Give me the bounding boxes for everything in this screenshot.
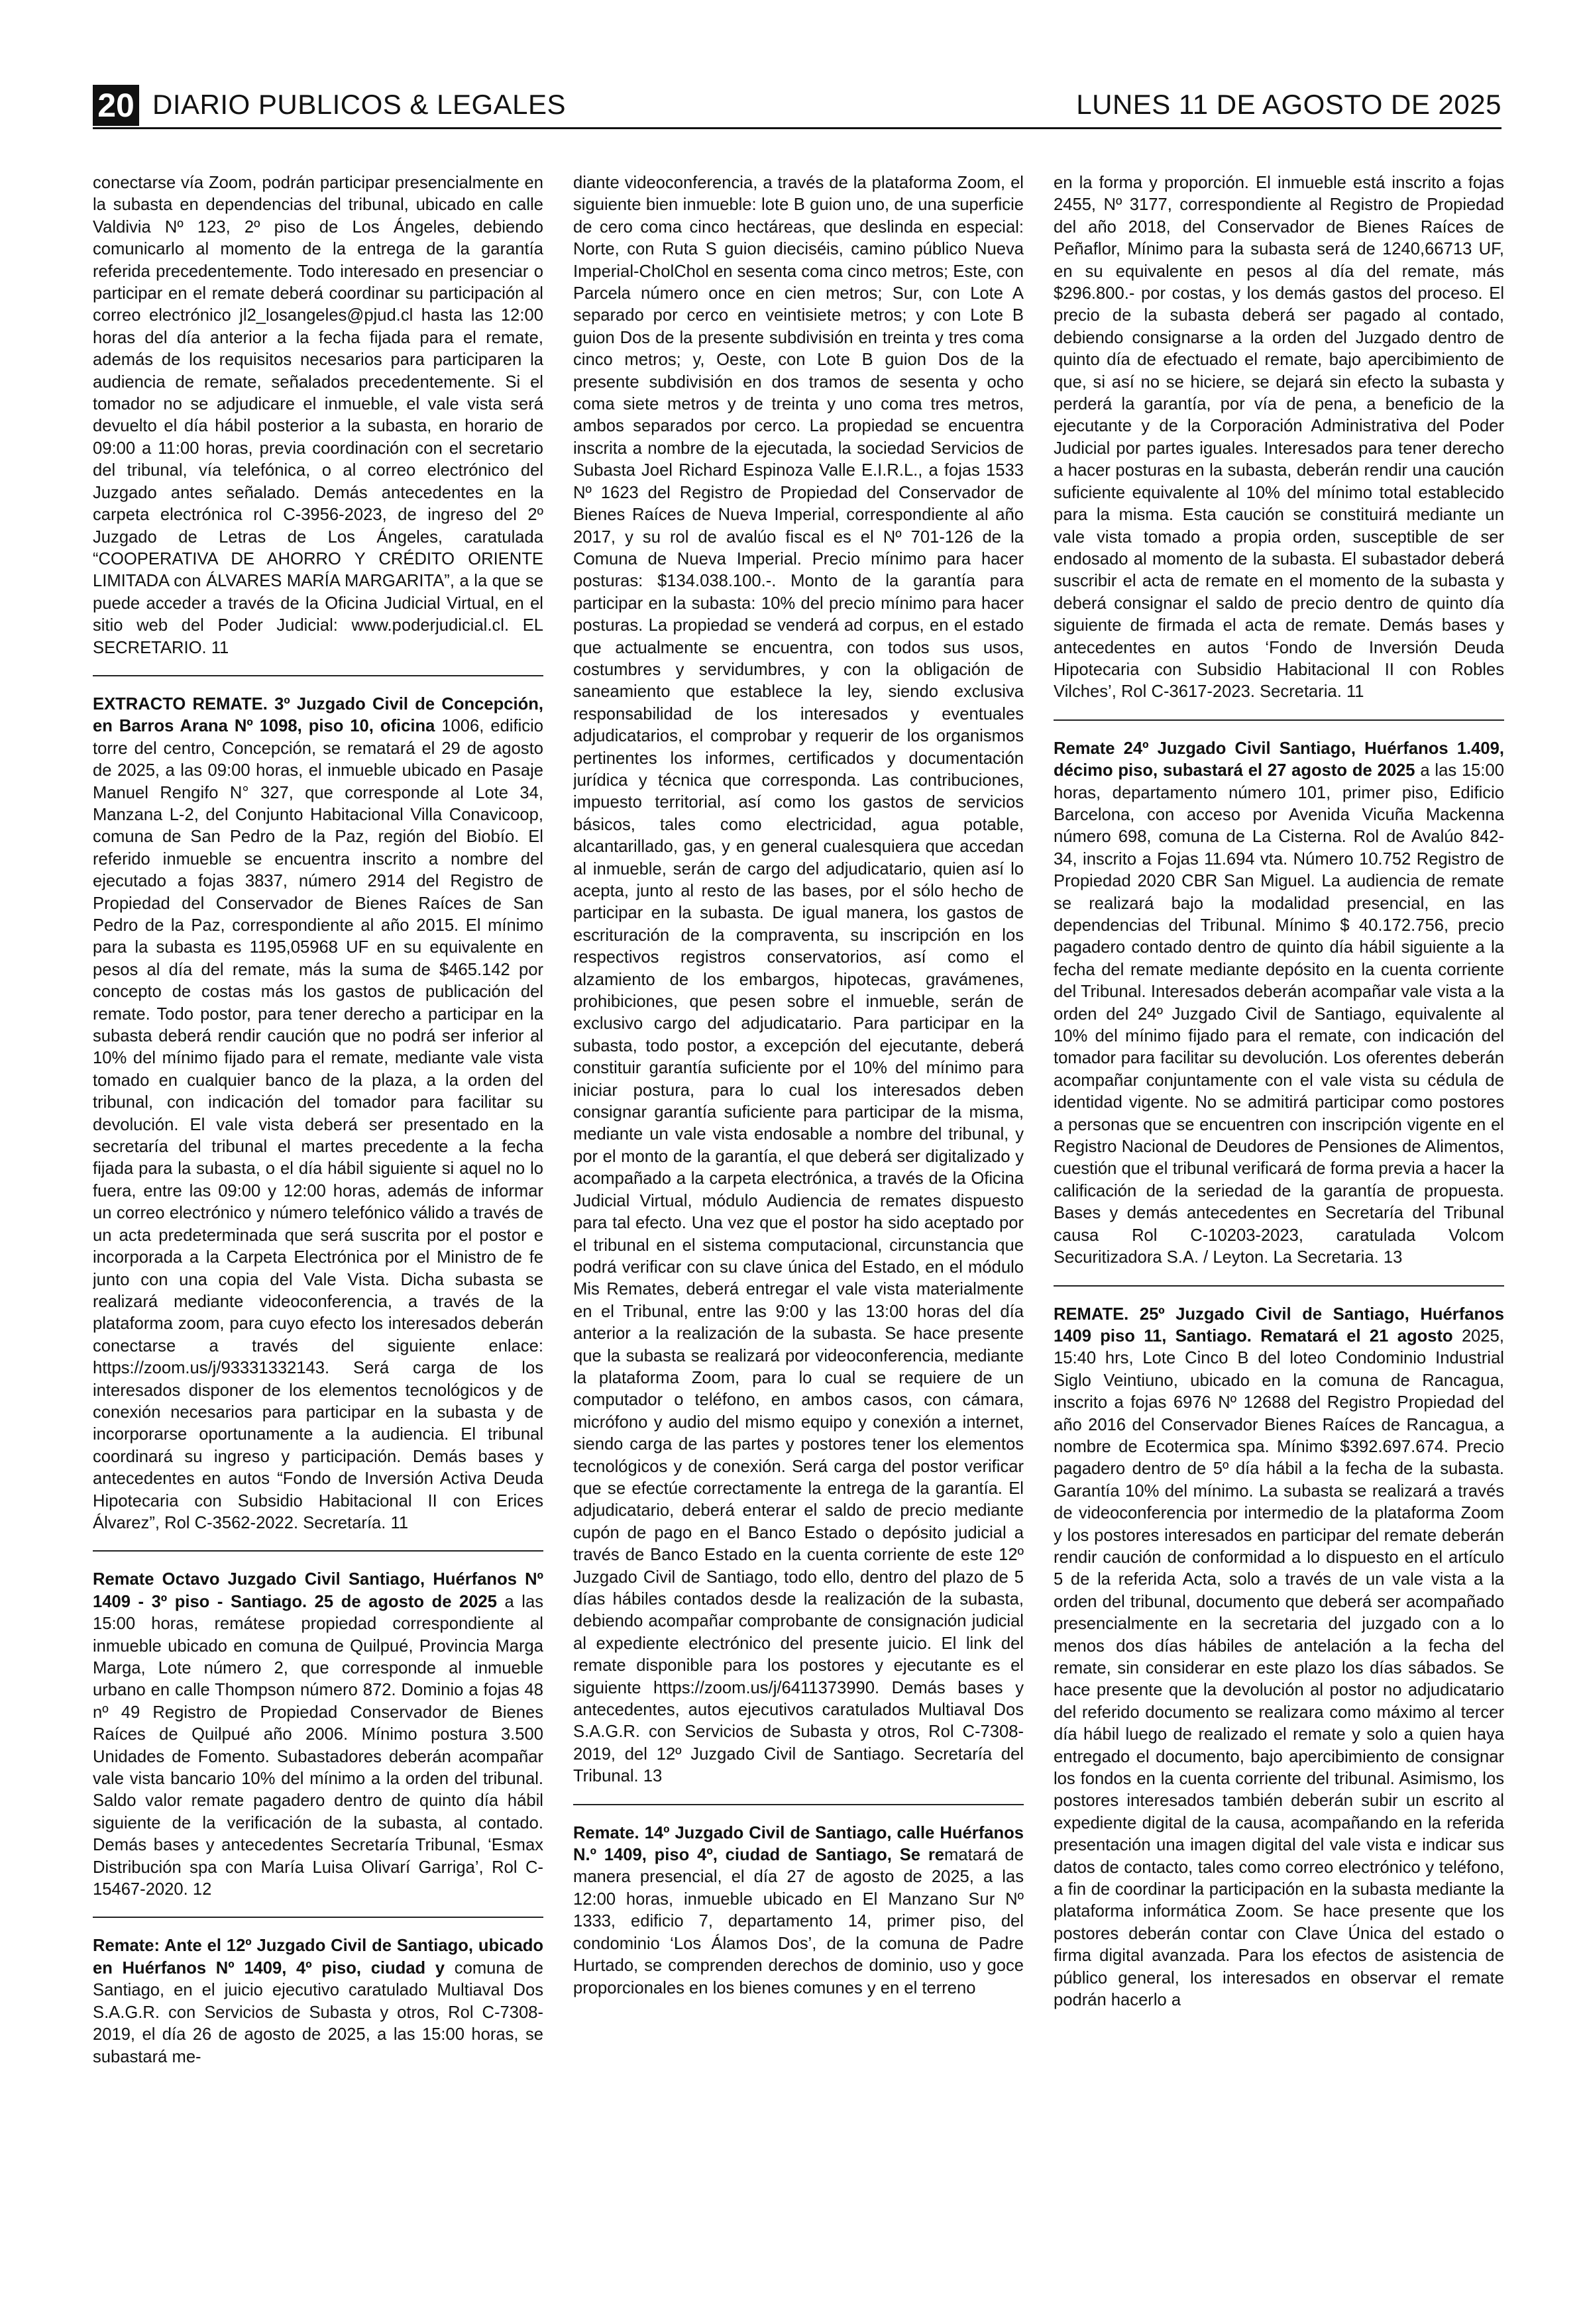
notice-lead: Remate: Ante el 12º Juzgado Civil de Santiago, ubicado en Huérfanos Nº 1409, 4º piso, ciudad y bbox=[93, 1936, 543, 1978]
notice-text bbox=[1054, 1304, 1504, 2012]
notice-remate bbox=[93, 694, 543, 1552]
notice-remate bbox=[573, 1822, 1024, 2015]
notice-remate bbox=[1054, 1304, 1504, 2028]
masthead bbox=[93, 85, 1501, 129]
notice-body: diante videoconferencia, a través de la plataforma Zoom, el siguiente bien inmueble: lote B guion uno, de una superficie de cero coma cinco hectáreas, que deslinda en especial: Norte, con Ruta S guion dieciséis, camino público Nueva Imperial-CholChol en sesenta coma cinco metros; Este, con Parcela número once en cien metros; Sur, con Lote A separado por cerco en veintisiete metros; y con Lote B guion Dos de la presente subdivisión en treinta y tres coma cinco metros; y, Oeste, con Lote B guion Dos de la presente subdivisión en dos tramos de sesenta y ocho coma siete metros y de treinta y uno coma tres metros, ambos separados por cerco. La propiedad se encuentra inscrita a nombre de la ejecutada, la sociedad Servicios de Subasta Joel Richard Espinoza Valle E.I.R.L., a fojas 1533 Nº 1623 del Registro de Propiedad del Conservador de Bienes Raíces de Nueva Imperial, correspondiente al año 2017, y su rol de avalúo fiscal es el Nº 701-126 de la Comuna de Nueva Imperial. Precio mínimo para hacer posturas: $134.038.100.-. Monto de la garantía para participar en la subasta: 10% del precio mínimo para hacer posturas. La propiedad se venderá ad corpus, en el estado que actualmente se encuentra, con todos sus usos, costumbres y servidumbres, y con la obligación de saneamiento que establece la ley, siendo exclusiva responsabilidad de los interesados y eventuales adjudicatarios, el comprobar y requerir de los organismos pertinentes los informes, certificados y documentación jurídica y técnica que corresponda. Las contribuciones, impuesto territorial, así como los gastos de servicios básicos, tales como electricidad, agua potable, alcantarillado, gas, y en general cualesquiera que accedan al inmueble, serán de cargo del adjudicatario, quien así lo acepta, junto al resto de las bases, por el sólo hecho de participar en la subasta. De igual manera, los gastos de escrituración de la compraventa, su inscripción en los respectivos registros conservatorios, así como el alzamiento de los embargos, hipotecas, gravámenes, prohibiciones, que pesen sobre el inmueble, serán de exclusivo cargo del adjudicatario. Para participar en la subasta, todo postor, a excepción del ejecutante, deberá constituir garantía suficiente por el 10% del mínimo para iniciar postura, para lo cual los interesados deben consignar garantía suficiente para participar de la misma, mediante un vale vista endosable a nombre del tribunal, y por el monto de la garantía, el que deberá ser digitalizado y acompañado a la carpeta electrónica, a través de la Oficina Judicial Virtual, módulo Audiencia de remates dispuesto para tal efecto. Una vez que el postor ha sido aceptado por el tribunal en el sistema computacional, circunstancia que podrá verificar con su clave única del Estado, en el módulo Mis Remates, deberá entregar el vale vista materialmente en el Tribunal, entre las 9:00 y las 13:00 horas del día anterior a la realización de la subasta. Se hace presente que la subasta se realizará por videoconferencia, mediante la plataforma Zoom, para lo cual se requiere de un computador o teléfono, en ambos casos, con cámara, micrófono y audio del mismo equipo y conexión a internet, siendo carga de las partes y postores tener los elementos tecnológicos y de conexión. Será carga del postor verificar que se efectúe correctamente la entrega de la garantía. El adjudicatario, deberá enterar el saldo de precio mediante cupón de pago en el Banco Estado o depósito judicial a través de Banco Estado en la cuenta corriente de este 12º Juzgado Civil de Santiago, todo ello, dentro del plazo de 5 días hábiles contados desde la realización de la subasta, debiendo acompañar comprobante de consignación judicial al expediente electrónico del presente juicio. El link del remate disponible para los postores y ejecutante es el siguiente https://zoom.us/j/6411373990. Demás bases y antecedentes, autos ejecutivos caratulados Multiaval Dos S.A.G.R. con Servicios de Subasta y otros, Rol C-7308-2019, del 12º Juzgado Civil de Santiago. Secretaría del Tribunal. 13 bbox=[573, 174, 1024, 1786]
notice-text bbox=[1054, 738, 1504, 1269]
notice-body: 1006, edificio torre del centro, Concepción, se rematará el 29 de agosto de 2025, a las 09:00 horas, el inmueble ubicado en Pasaje Manuel Rengifo N° 327, que corresponde al Lote 34, Manzana L-2, del Conjunto Habitacional Villa Conavicoop, comuna de San Pedro de la Paz, región del Biobío. El referido inmueble se encuentra inscrito a nombre del ejecutado a fojas 3837, número 2914 del Registro de Propiedad del Conservador de Bienes Raíces de San Pedro de la Paz, correspondiente al año 2015. El mínimo para la subasta es 1195,05968 UF en su equivalente en pesos al día del remate, más la suma de $465.142 por concepto de costas más los gastos de publicación del remate. Todo postor, para tener derecho a participar en la subasta deberá rendir caución que no podrá ser inferior al 10% del mínimo fijado para el remate, mediante vale vista tomado en cualquier banco de la plaza, a la orden del tribunal, con indicación del tomador para facilitar su devolución. El vale vista deberá ser presentado en la secretaría del tribunal el martes precedente a la fecha fijada para la subasta, o el día hábil siguiente si aquel no lo fuera, entre las 09:00 y 12:00 horas, además de informar un correo electrónico y número telefónico válido a través de un acta predeterminada que será suscrita por el postor e incorporada a la Carpeta Electrónica por el Ministro de fe junto con una copia del Vale Vista. Dicha subasta se realizará mediante videoconferencia, a través de la plataforma zoom, para cuyo efecto los interesados deberán conectarse a través del siguiente enlace: https://zoom.us/j/93331332143. Será carga de los interesados disponer de los elementos tecnológicos y de conexión necesarios para participar en la subasta y de incorporarse oportunamente a la audiencia. El tribunal coordinará su ingreso y participación. Demás bases y antecedentes en autos “Fondo de Inversión Activa Deuda Hipotecaria con Subsidio Habitacional II con Erices Álvarez”, Rol C-3562-2022. Secretaría. 11 bbox=[93, 717, 543, 1532]
column-3 bbox=[1054, 172, 1504, 2279]
notice-body: 2025, 15:40 hrs, Lote Cinco B del loteo Condominio Industrial Siglo Veintiuno, ubicado en la comuna de Rancagua, inscrito a fojas 6976 Nº 12688 del Registro Propiedad del año 2016 del Conservador Bienes Raíces de Rancagua, a nombre de Ecotermica spa. Mínimo $392.697.674. Precio pagadero dentro de 5º día hábil a la fecha de la subasta. Garantía 10% del mínimo. La subasta se realizará a través de videoconferencia por intermedio de la plataforma Zoom y los postores interesados en participar del remate deberán rendir caución de conformidad a lo dispuesto en el artículo 5 de la referida Acta, solo a través de un vale vista a la orden del tribunal, documento que deberá ser acompañado presencialmente en la secretaria del juzgado con a lo menos dos días hábiles de antelación a la fecha del remate, sin considerar en este plazo los días sábados. Se hace presente que la devolución al postor no adjudicatario del referido documento se realizara como máximo al tercer día hábil luego de realizado el remate y solo a quien haya entregado el documento, bajo apercibimiento de consignar los fondos en la cuenta corriente del tribunal. Asimismo, los postores interesados también deberán subir un escrito al expediente digital de la causa, acompañando en la referida presentación una imagen digital del vale vista e indicar sus datos de contacto, tales como correo electrónico y teléfono, a fin de coordinar la participación en la subasta mediante la plataforma informática Zoom. Se hace presente que los postores deberán contar con Clave Única del estado o firma digital avanzada. Para los efectos de asistencia de público general, los interesados en observar el remate podrán hacerlo a bbox=[1054, 1326, 1504, 2010]
notice-text bbox=[1054, 172, 1504, 704]
notice-continuation bbox=[93, 172, 543, 676]
notice-lead: EXTRACTO REMATE. 3º Juzgado Civil de Concepción, en Barros Arana Nº 1098, piso 10, oficina bbox=[93, 694, 543, 736]
column-1 bbox=[93, 172, 543, 2279]
notice-text bbox=[93, 1935, 543, 2068]
notice-text bbox=[573, 1822, 1024, 1999]
page-number: 20 bbox=[93, 85, 139, 126]
notice-body: a las 15:00 horas, remátese propiedad correspondiente al inmueble ubicado en comuna de Quilpué, Provincia Marga Marga, Lote número 2, que corresponde al inmueble urbano en calle Thompson número 872. Dominio a fojas 48 nº 49 Registro de Propiedad Conservador de Bienes Raíces de Quilpué año 2006. Mínimo postura 3.500 Unidades de Fomento. Subastadores deberán acompañar vale vista bancario 10% del mínimo a la orden del tribunal. Saldo valor remate pagadero dentro de quinto día hábil siguiente de la verificación de la subasta, al contado. Demás bases y antecedentes Secretaría Tribunal, ‘Esmax Distribución spa con María Luisa Olivarí Garriga’, Rol C-15467-2020. 12 bbox=[93, 1592, 543, 1899]
notice-body: conectarse vía Zoom, podrán participar presencialmente en la subasta en dependencias del tribunal, ubicado en calle Valdivia Nº 123, 2º piso de Los Ángeles, debiendo comunicarlo al momento de la entrega de la garantía referida precedentemente. Todo interesado en presenciar o participar en el remate deberá coordinar su participación al correo electrónico jl2_losangeles@pjud.cl hasta las 12:00 horas del día anterior a la fecha fijada para el remate, además de los requisitos necesarios para participaren la audiencia de remate, señalados precedentemente. Si el tomador no se adjudicare el inmueble, el vale vista será devuelto el día hábil posterior a la subasta, en horario de 09:00 a 11:00 horas, previa coordinación con el secretario del tribunal, vía telefónica, o al correo electrónico del Juzgado antes señalado. Demás antecedentes en la carpeta electrónica rol C-3956-2023, de ingreso del 2º Juzgado de Letras de Los Ángeles, caratulada “COOPERATIVA DE AHORRO Y CRÉDITO ORIENTE LIMITADA con ÁLVARES MARÍA MARGARITA”, a la que se puede acceder a través de la Oficina Judicial Virtual, en el sitio web del Poder Judicial: www.poderjudicial.cl. EL SECRETARIO. 11 bbox=[93, 174, 543, 657]
column-2 bbox=[573, 172, 1024, 2279]
newspaper-name: DIARIO PUBLICOS & LEGALES bbox=[152, 89, 567, 120]
notice-remate bbox=[93, 1935, 543, 2084]
notice-body: comuna de Santiago, en el juicio ejecutivo caratulado Multiaval Dos S.A.G.R. con Servicios de Subasta y otros, Rol C-7308-2019, el día 26 de agosto de 2025, a las 15:00 horas, se subastará me- bbox=[93, 1958, 543, 2066]
legal-notices-columns bbox=[93, 172, 1504, 2279]
notice-continuation bbox=[1054, 172, 1504, 721]
notice-body: a las 15:00 horas, departamento número 101, primer piso, Edificio Barcelona, con acceso por Avenida Vicuña Mackenna número 698, comuna de La Cisterna. Rol de Avalúo 842-34, inscrito a Fojas 11.694 vta. Número 10.752 Registro de Propiedad 2020 CBR San Miguel. La audiencia de remate se realizará bajo la modalidad presencial, en las dependencias del Tribunal. Mínimo $ 40.172.756, precio pagadero contado dentro de quinto día hábil siguiente a la fecha del remate mediante depósito en la cuenta corriente del Tribunal. Interesados deberán acompañar vale vista a la orden del 24º Juzgado Civil de Santiago, equivalente al 10% del mínimo fijado para el remate, con indicación del tomador para facilitar su devolución. Los oferentes deberán acompañar conjuntamente con el vale vista su cédula de identidad vigente. No se admitirá participar como postores a personas que se encuentren con inscripción vigente en el Registro Nacional de Deudores de Pensiones de Alimentos, cuestión que el tribunal verificará de forma previa a hacer la calificación de la seriedad de la garantía de propuesta. Bases y demás antecedentes en Secretaría del Tribunal causa Rol C-10203-2023, caratulada Volcom Securitizadora S.A. / Leyton. La Secretaria. 13 bbox=[1054, 761, 1504, 1267]
notice-lead: Remate Octavo Juzgado Civil Santiago, Huérfanos Nº 1409 - 3º piso - Santiago. 25 de agosto de 2025 bbox=[93, 1570, 543, 1611]
notice-text bbox=[93, 1569, 543, 1901]
notice-continuation bbox=[573, 172, 1024, 1805]
notice-text bbox=[573, 172, 1024, 1788]
notice-text bbox=[93, 172, 543, 659]
notice-body: matará de manera presencial, el día 27 de agosto de 2025, a las 12:00 horas, inmueble ubicado en El Manzano Sur Nº 1333, edificio 7, departamento 14, primer piso, del condominio ‘Los Álamos Dos’, de la comuna de Padre Hurtado, se comprenden derechos de dominio, uso y goce proporcionales en los bienes comunes y en el terreno bbox=[573, 1846, 1024, 1997]
notice-body: en la forma y proporción. El inmueble está inscrito a fojas 2455, Nº 3177, correspondiente al Registro de Propiedad del año 2018, del Conservador de Bienes Raíces de Peñaflor, Mínimo para la subasta será de 1240,66713 UF, en su equivalente en pesos al día del remate, más $296.800.- por costas, y los demás gastos del proceso. El precio de la subasta deberá ser pagado al contado, debiendo consignarse a la orden del Juzgado dentro de quinto día de efectuado el remate, bajo apercibimiento de que, si así no se hiciere, se dejará sin efecto la subasta y perderá la garantía, por vía de pena, a beneficio de la ejecutante y de la Corporación Administrativa del Poder Judicial por partes iguales. Interesados para tener derecho a hacer posturas en la subasta, deberán rendir una caución suficiente equivalente al 10% del mínimo total establecido para la misma. Esta caución se constituirá mediante un vale vista tomado a propia orden, susceptible de ser endosado al momento de la subasta. El subastador deberá suscribir el acta de remate en el momento de la subasta y deberá consignar el saldo de precio dentro de quinto día siguiente de firmada el acta de remate. Demás bases y antecedentes en autos ‘Fondo de Inversión Deuda Hipotecaria con Subsidio Habitacional II con Robles Vilches’, Rol C-3617-2023. Secretaria. 11 bbox=[1054, 174, 1504, 702]
notice-lead: Remate 24º Juzgado Civil Santiago, Huérfanos 1.409, décimo piso, subastará el 27 agosto de 2025 bbox=[1054, 739, 1504, 780]
notice-remate bbox=[1054, 738, 1504, 1287]
notice-text bbox=[93, 694, 543, 1534]
notice-remate bbox=[93, 1569, 543, 1918]
notice-lead: REMATE. 25º Juzgado Civil de Santiago, Huérfanos 1409 piso 11, Santiago. Rematará el 21 agosto bbox=[1054, 1304, 1504, 1346]
issue-date: LUNES 11 DE AGOSTO DE 2025 bbox=[1076, 89, 1501, 120]
notice-lead: Remate. 14º Juzgado Civil de Santiago, calle Huérfanos N.º 1409, piso 4º, ciudad de Santiago, Se re bbox=[573, 1823, 1024, 1865]
